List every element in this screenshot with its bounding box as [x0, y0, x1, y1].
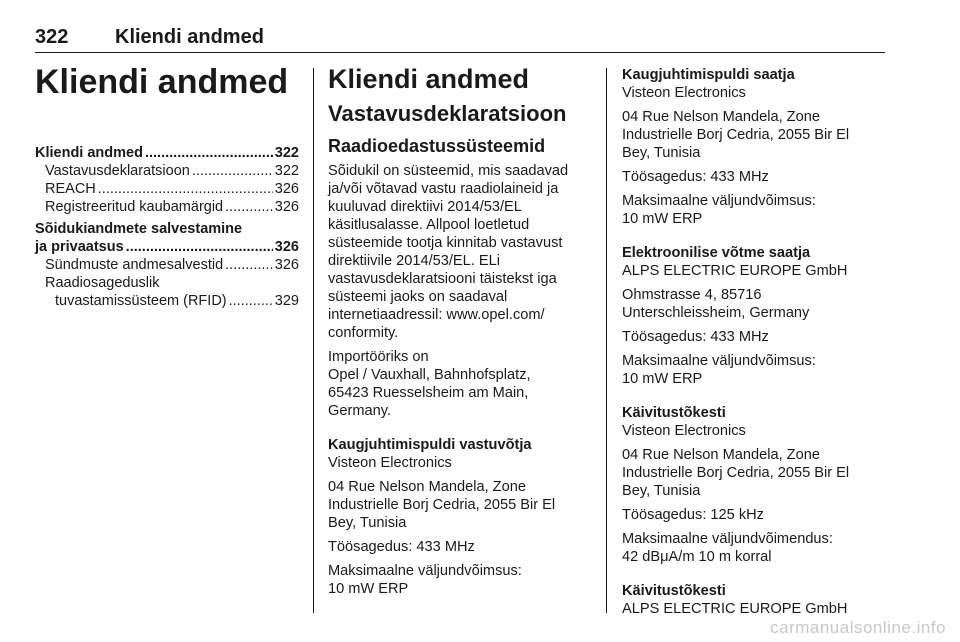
toc-label: Registreeritud kaubamärgid [45, 199, 224, 215]
page-header [35, 26, 885, 53]
header-title: Kliendi andmed [115, 26, 264, 48]
receiver-section [328, 436, 594, 598]
toc-label: tuvastamissüsteem (RFID) [55, 293, 227, 309]
toc-entry-kliendi-andmed[interactable] [35, 144, 299, 162]
toc-page: 322 [274, 145, 299, 161]
immobilizer-address: 04 Rue Nelson Mandela, Zone Industrielle Borj Cedria, 2055 Bir El Bey, Tunisia [622, 447, 850, 499]
receiver-frequency: Töösagedus: 433 MHz [328, 539, 475, 555]
toc-page: 329 [274, 293, 299, 309]
electronic-key-address: Ohmstrasse 4, 85716 Unterschleissheim, Germany [622, 287, 810, 321]
immobilizer-section-1 [622, 404, 888, 566]
column-divider-left [313, 68, 314, 613]
intro-paragraph: Sõidukil on süsteemid, mis saadavad ja/või võtavad vastu raadiolaineid ja kuuluvad direktiivi 2014/53/EL käsitlusalasse. Allpool loetletud süsteemide tootja kinnitab vastavust direktiivile 2014/53/EL. ELi vastavusdeklaratsiooni täistekst iga süsteemi jaoks on saadaval internetiaadressil: www.opel.com/ conformity. [328, 163, 569, 341]
table-of-contents [35, 144, 299, 310]
transmitter-section [622, 66, 888, 228]
immobilizer-heading: Käivitustõkesti [622, 583, 726, 599]
electronic-key-power: Maksimaalne väljundvõimsus: 10 mW ERP [622, 353, 816, 387]
toc-label[interactable]: Raadiosageduslik [45, 275, 160, 291]
toc-entry-sundmuste-andmesalvestid[interactable] [35, 256, 299, 274]
toc-entry-privaatsus[interactable] [35, 238, 299, 256]
immobilizer-maker: Visteon Electronics [622, 423, 746, 439]
toc-page: 326 [274, 257, 299, 273]
left-column [35, 62, 299, 102]
immobilizer-power: Maksimaalne väljundvõimendus: 42 dBμA/m 10 m korral [622, 531, 833, 565]
immobilizer-section-2 [622, 582, 888, 618]
immobilizer-frequency: Töösagedus: 125 kHz [622, 507, 764, 523]
immobilizer-heading: Käivitustõkesti [622, 405, 726, 421]
column-divider-right [606, 68, 607, 613]
toc-label: Sündmuste andmesalvestid [45, 257, 224, 273]
middle-column [328, 62, 594, 604]
toc-label: Vastavusdeklaratsioon [45, 163, 190, 179]
receiver-address: 04 Rue Nelson Mandela, Zone Industrielle Borj Cedria, 2055 Bir El Bey, Tunisia [328, 479, 556, 531]
watermark: carmanualsonline.info [770, 618, 946, 637]
toc-entry-rfid[interactable] [35, 292, 299, 310]
electronic-key-section [622, 244, 888, 388]
immobilizer-maker: ALPS ELECTRIC EUROPE GmbH [622, 601, 848, 617]
chapter-title: Kliendi andmed [35, 63, 289, 101]
transmitter-maker: Visteon Electronics [622, 85, 746, 101]
toc-page: 326 [274, 181, 299, 197]
toc-entry-reach[interactable] [35, 180, 299, 198]
transmitter-address: 04 Rue Nelson Mandela, Zone Industrielle Borj Cedria, 2055 Bir El Bey, Tunisia [622, 109, 850, 161]
toc-entry-registreeritud-kaubamargid[interactable] [35, 198, 299, 216]
page-number: 322 [35, 26, 69, 48]
subsubsection-title: Raadioedastussüsteemid [328, 136, 546, 156]
electronic-key-heading: Elektroonilise võtme saatja [622, 245, 811, 261]
toc-page: 326 [274, 239, 299, 255]
receiver-maker: Visteon Electronics [328, 455, 452, 471]
transmitter-power: Maksimaalne väljundvõimsus: 10 mW ERP [622, 193, 816, 227]
toc-label: ja privaatsus [35, 239, 124, 255]
transmitter-heading: Kaugjuhtimispuldi saatja [622, 67, 795, 83]
toc-page: 326 [274, 199, 299, 215]
toc-label[interactable]: Sõidukiandmete salvestamine [35, 221, 243, 237]
electronic-key-maker: ALPS ELECTRIC EUROPE GmbH [622, 263, 848, 279]
right-column [622, 66, 888, 624]
section-title: Kliendi andmed [328, 64, 530, 94]
electronic-key-frequency: Töösagedus: 433 MHz [622, 329, 769, 345]
subsection-title: Vastavusdeklaratsioon [328, 101, 567, 126]
receiver-heading: Kaugjuhtimispuldi vastuvõtja [328, 437, 532, 453]
importer-paragraph: Importööriks on Opel / Vauxhall, Bahnhofsplatz, 65423 Ruesselsheim am Main, Germany. [328, 349, 531, 419]
transmitter-frequency: Töösagedus: 433 MHz [622, 169, 769, 185]
receiver-power: Maksimaalne väljundvõimsus: 10 mW ERP [328, 563, 522, 597]
toc-label: REACH [45, 181, 96, 197]
toc-page: 322 [274, 163, 299, 179]
toc-entry-vastavusdeklaratsioon[interactable] [35, 162, 299, 180]
toc-label: Kliendi andmed [35, 145, 143, 161]
